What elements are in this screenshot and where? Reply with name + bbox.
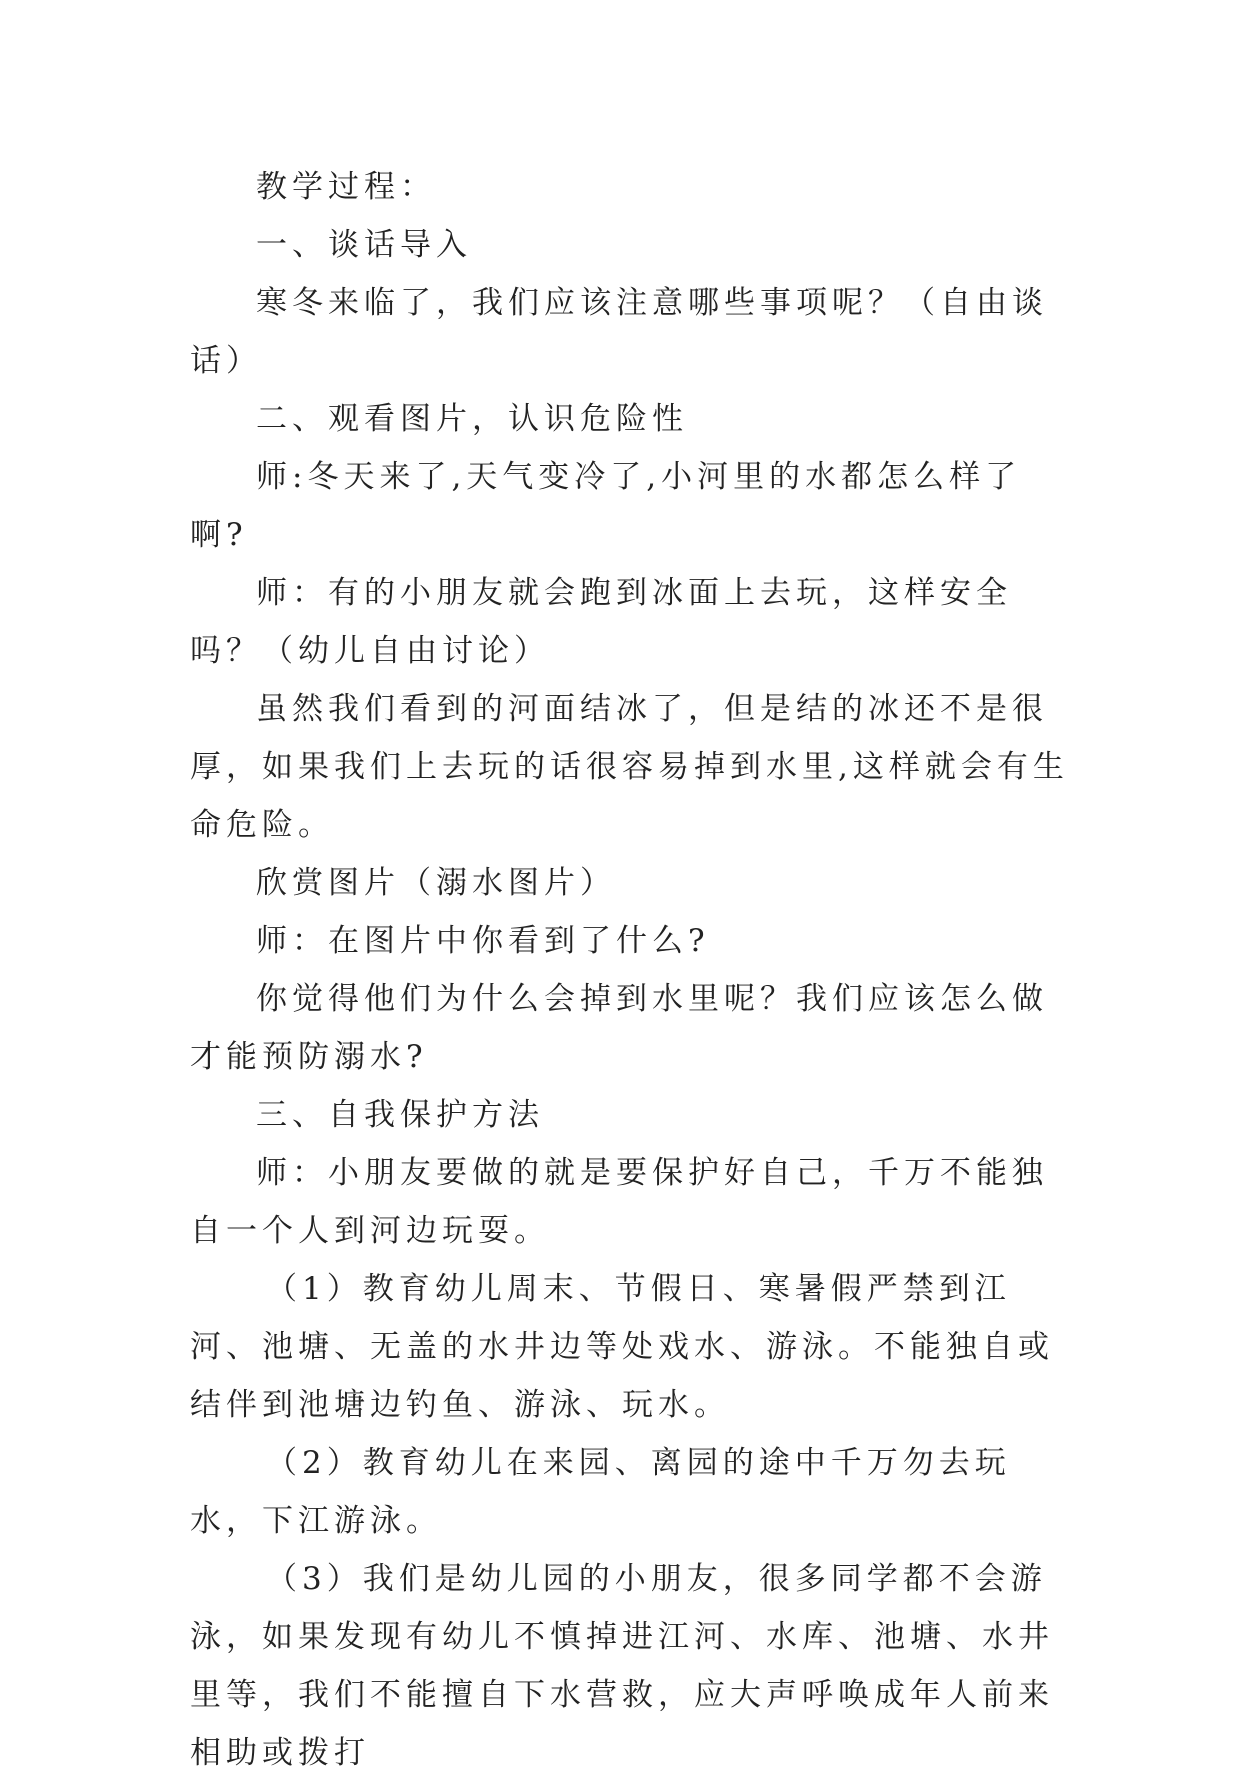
paragraph: 师：在图片中你看到了什么? xyxy=(256,923,710,959)
paragraph: 欣赏图片（溺水图片） xyxy=(256,865,616,901)
document-body xyxy=(190,158,1070,1782)
list-item: （1）教育幼儿周末、节假日、寒暑假严禁到江河、池塘、无盖的水井边等处戏水、游泳。不能独自或结伴到池塘边钓鱼、游泳、玩水。 xyxy=(190,1271,1054,1423)
paragraph: 师：有的小朋友就会跑到冰面上去玩，这样安全吗？（幼儿自由讨论） xyxy=(190,575,1012,669)
section-heading-pictures: 二、观看图片，认识危险性 xyxy=(256,401,688,437)
paragraph: 寒冬来临了，我们应该注意哪些事项呢？（自由谈话） xyxy=(190,285,1048,379)
paragraph: 师：小朋友要做的就是要保护好自己，千万不能独自一个人到河边玩耍。 xyxy=(190,1155,1048,1249)
paragraph: 虽然我们看到的河面结冰了，但是结的冰还不是很厚，如果我们上去玩的话很容易掉到水里,这样就会有生命危险。 xyxy=(190,691,1069,843)
paragraph: 你觉得他们为什么会掉到水里呢？我们应该怎么做才能预防溺水? xyxy=(190,981,1048,1075)
section-heading-intro: 一、谈话导入 xyxy=(256,227,472,263)
list-item: （3）我们是幼儿园的小朋友，很多同学都不会游泳，如果发现有幼儿不慎掉进江河、水库、池塘、水井里等，我们不能擅自下水营救，应大声呼唤成年人前来相助或拨打 xyxy=(190,1561,1054,1771)
section-heading-protection: 三、自我保护方法 xyxy=(256,1097,544,1133)
paragraph: 师:冬天来了,天气变冷了,小河里的水都怎么样了啊? xyxy=(190,459,1022,553)
section-heading-process: 教学过程： xyxy=(256,169,436,205)
list-item: （2）教育幼儿在来园、离园的途中千万勿去玩水，下江游泳。 xyxy=(190,1445,1011,1539)
